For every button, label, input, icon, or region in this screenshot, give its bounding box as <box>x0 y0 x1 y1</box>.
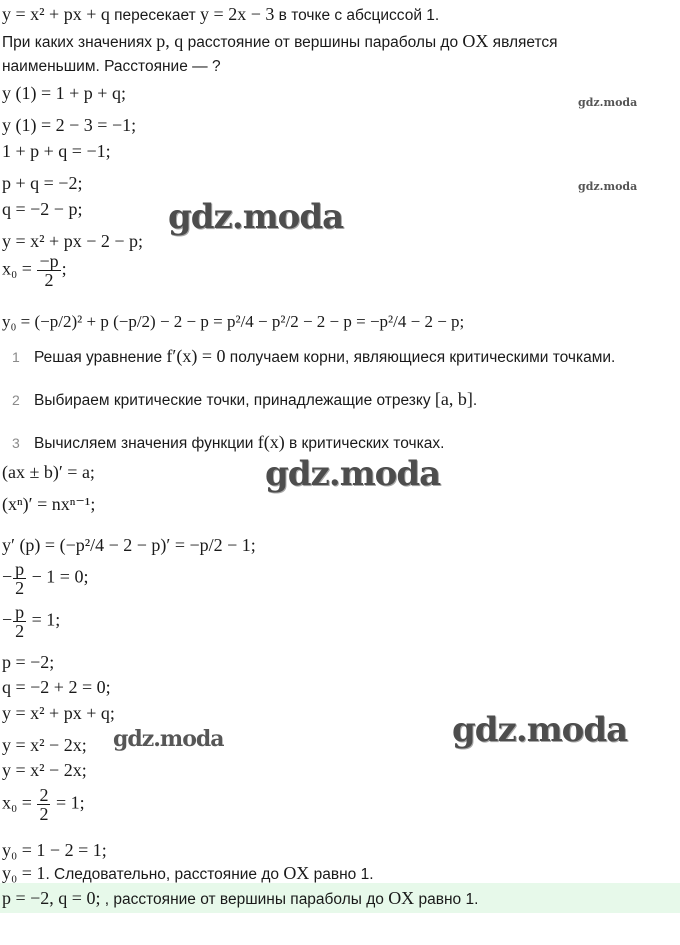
solution-line: p + q = −2; <box>2 173 83 193</box>
answer-line: p = −2, q = 0; , расстояние от вершины параболы до OX равно 1. <box>2 888 479 908</box>
solution-line-fraction: x₀ = $\frac{-p}{2}$ ; <box>2 251 67 290</box>
solution-line: y₀ = (−p/2)² + p (−p/2) − 2 − p = p²/4 − p²/2 − 2 − p = −p²/4 − 2 − p; <box>2 312 465 331</box>
step-item: 3 Вычисляем значения функции f(x) в критических точках. <box>12 432 445 452</box>
fraction: $\frac{-p}{2}$ <box>39 251 59 290</box>
watermark-logo: gdz.moda <box>452 710 628 750</box>
derivation-line: p = −2; <box>2 652 55 672</box>
derivation-line-fraction: x₀ = $\frac{2}{2}$ = 1; <box>2 785 85 824</box>
watermark-logo: gdz.moda <box>113 726 224 752</box>
step-item: 2 Выбираем критические точки, принадлежащие отрезку [a, b]. <box>12 389 478 409</box>
watermark-logo: gdz.moda <box>168 197 344 237</box>
solution-line: q = −2 − p; <box>2 199 83 219</box>
derivation-line: q = −2 + 2 = 0; <box>2 677 111 697</box>
derivation-line-fraction: − $\frac{p}{2}$ = 1; <box>2 602 61 641</box>
problem-line-2: При каких значениях p, q расстояние от вершины параболы до OX является <box>2 31 558 51</box>
problem-line-3: наименьшим. Расстояние — ? <box>2 58 221 75</box>
derivation-line: (xⁿ)′ = nxⁿ⁻¹; <box>2 494 96 514</box>
watermark-logo: gdz.moda <box>578 180 638 193</box>
problem-line-1: y = x² + px + q пересекает y = 2x − 3 в точке с абсциссой 1. <box>2 4 440 24</box>
derivation-line: y = x² − 2x; <box>2 760 87 780</box>
derivation-line: y = x² + px + q; <box>2 703 115 723</box>
solution-line: y (1) = 1 + p + q; <box>2 83 126 103</box>
derivation-line: y′ (p) = (−p²/4 − 2 − p)′ = −p/2 − 1; <box>2 535 256 555</box>
fraction: $\frac{p}{2}$ <box>15 602 25 641</box>
step-item: 1 Решая уравнение f′(x) = 0 получаем корни, являющиеся критическими точками. <box>12 346 616 366</box>
derivation-line: y = x² − 2x; <box>2 735 87 755</box>
derivation-line: (ax ± b)′ = a; <box>2 462 95 482</box>
watermark-logo: gdz.moda <box>265 454 441 494</box>
derivation-conclusion: y₀ = 1. Следовательно, расстояние до OX равно 1. <box>2 863 374 883</box>
fraction: $\frac{2}{2}$ <box>39 785 49 824</box>
derivation-line-fraction: − $\frac{p}{2}$ − 1 = 0; <box>2 559 89 598</box>
solution-line: y = x² + px − 2 − p; <box>2 231 144 251</box>
fraction: $\frac{p}{2}$ <box>15 559 25 598</box>
solution-line: 1 + p + q = −1; <box>2 141 111 161</box>
solution-line: y (1) = 2 − 3 = −1; <box>2 115 137 135</box>
derivation-line: y₀ = 1 − 2 = 1; <box>2 840 107 860</box>
watermark-logo: gdz.moda <box>578 96 638 109</box>
